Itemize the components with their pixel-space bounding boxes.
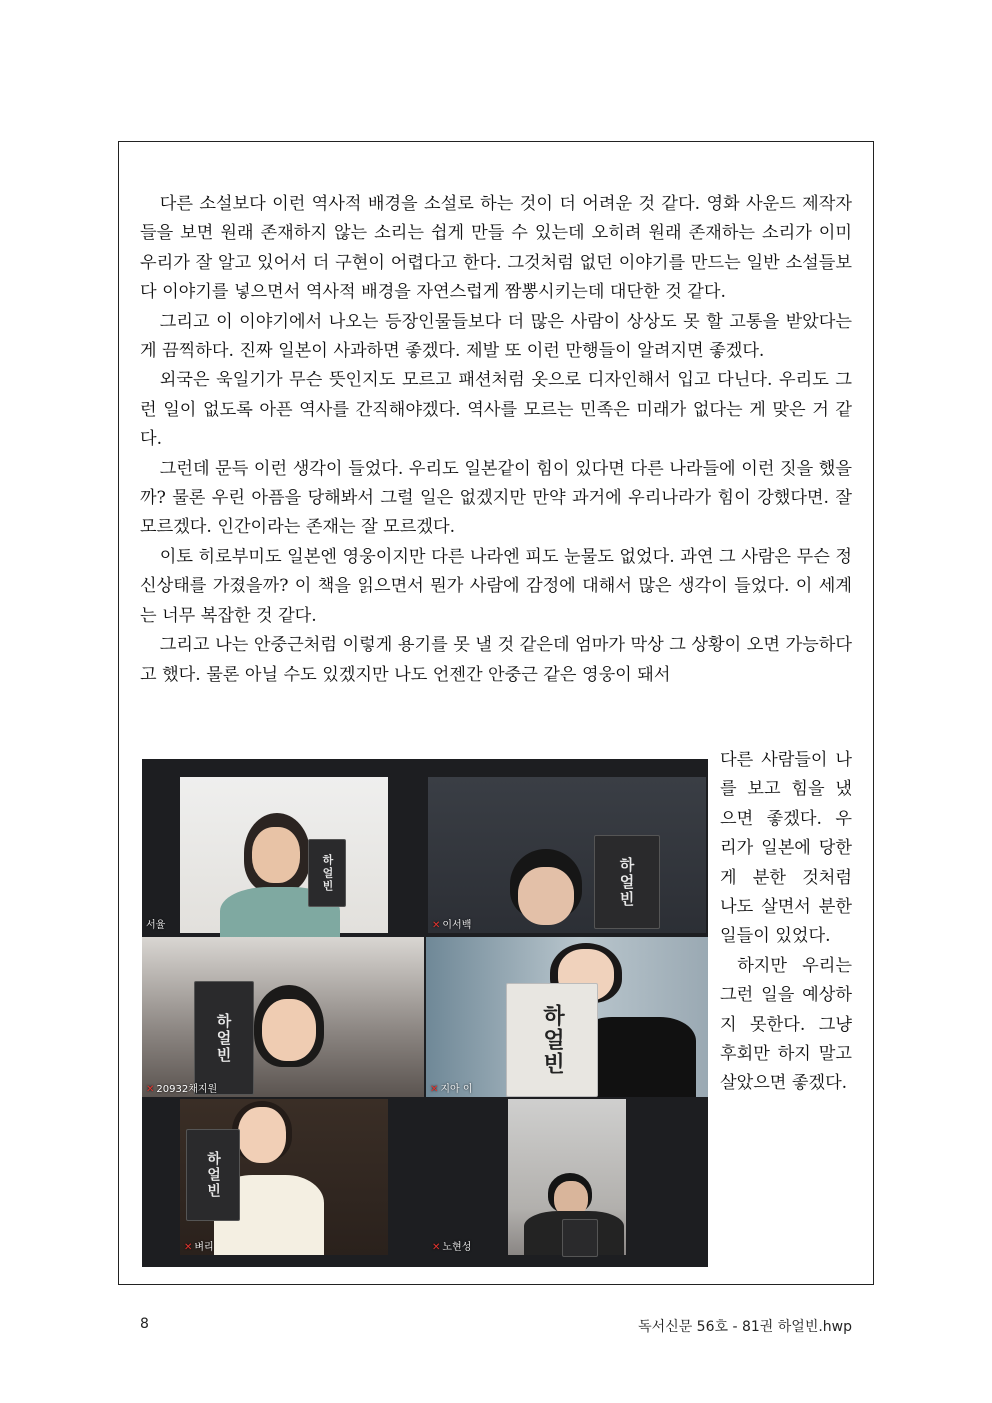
- mic-muted-icon: ✕: [430, 1084, 439, 1095]
- participant-name: ✕ 벼리: [184, 1242, 214, 1253]
- participant-name: 서율: [146, 920, 166, 931]
- participant-name: ✕ 이서백: [432, 920, 472, 931]
- participant-tile: [180, 1099, 388, 1255]
- paragraph: 외국은 욱일기가 무슨 뜻인지도 모르고 패션처럼 옷으로 디자인해서 입고 다닌다. 우리도 그런 일이 없도록 아픈 역사를 간직해야겠다. 역사를 모르는 민족은 미래가 없다는 게 맞은 거 같다.: [140, 370, 852, 450]
- document-title: 독서신문 56호 - 81권 하얼빈.hwp: [638, 1319, 852, 1335]
- paragraph: 하지만 우리는 그런 일을 예상하지 못한다. 그냥 후회만 하지 말고 살았으면 좋겠다.: [720, 955, 852, 1094]
- participant-tile: [428, 1099, 706, 1255]
- video-call-photo: [142, 759, 708, 1267]
- participant-name: ✕ 20932채지원: [146, 1084, 218, 1095]
- article-body-wrapped: [720, 746, 852, 1099]
- paragraph: 이토 히로부미도 일본엔 영웅이지만 다른 나라엔 피도 눈물도 없었다. 과연 그 사람은 무슨 정신상태를 가졌을까? 이 책을 읽으면서 뭔가 사람에 감정에 대해서 많은 생각이 들었다. 이 세계는 너무 복잡한 것 같다.: [140, 546, 852, 626]
- paragraph: 그리고 나는 안중근처럼 이렇게 용기를 못 낼 것 같은데 엄마가 막상 그 상황이 오면 가능하다고 했다. 물론 아닐 수도 있겠지만 나도 언젠간 안중근 같은 영웅이 돼서: [140, 635, 852, 685]
- mic-muted-icon: ✕: [432, 1242, 441, 1253]
- participant-tile: [428, 777, 706, 933]
- book-cover: 하얼빈: [194, 981, 254, 1095]
- participant-tile: [142, 937, 424, 1097]
- paragraph: 그리고 이 이야기에서 나오는 등장인물들보다 더 많은 사람이 상상도 못 할 고통을 받았다는 게 끔찍하다. 진짜 일본이 사과하면 좋겠다. 제발 또 이런 만행들이 알려지면 좋겠다.: [140, 311, 852, 362]
- book-cover: 하얼빈: [506, 983, 598, 1097]
- book-cover: 하얼빈: [308, 839, 346, 907]
- participant-name: ✕ 노현성: [432, 1242, 472, 1253]
- book-cover: [562, 1219, 598, 1257]
- mic-muted-icon: ✕: [432, 920, 441, 931]
- paragraph: 다른 소설보다 이런 역사적 배경을 소설로 하는 것이 더 어려운 것 같다. 영화 사운드 제작자들을 보면 원래 존재하지 않는 소리는 쉽게 만들 수 있는데 오히려 원래 존재하는 소리가 이미 우리가 잘 알고 있어서 더 구현이 어렵다고 한다. 그것처럼 없던 이야기를 만드는 일반 소설들보다 이야기를 넣으면서 역사적 배경을 자연스럽게 짬뽕시키는데 대단한 것 같다.: [140, 194, 852, 303]
- participant-name: ✕ 지아 이: [430, 1084, 473, 1095]
- paragraph: 다른 사람들이 나를 보고 힘을 냈으면 좋겠다. 우리가 일본에 당한 게 분한 것처럼 나도 살면서 분한 일들이 있었다.: [720, 750, 852, 947]
- mic-muted-icon: ✕: [146, 1084, 155, 1095]
- mic-muted-icon: ✕: [184, 1242, 193, 1253]
- article-body: [140, 190, 852, 690]
- participant-tile: [146, 777, 388, 933]
- book-cover: 하얼빈: [594, 835, 660, 929]
- paragraph: 그런데 문득 이런 생각이 들었다. 우리도 일본같이 힘이 있다면 다른 나라들에 이런 짓을 했을까? 물론 우린 아픔을 당해봐서 그럴 일은 없겠지만 만약 과거에 우리나라가 힘이 강했다면. 잘 모르겠다. 인간이라는 존재는 잘 모르겠다.: [140, 458, 852, 538]
- book-cover: 하얼빈: [186, 1129, 240, 1221]
- page-number: 8: [140, 1316, 149, 1332]
- participant-tile: [426, 937, 708, 1097]
